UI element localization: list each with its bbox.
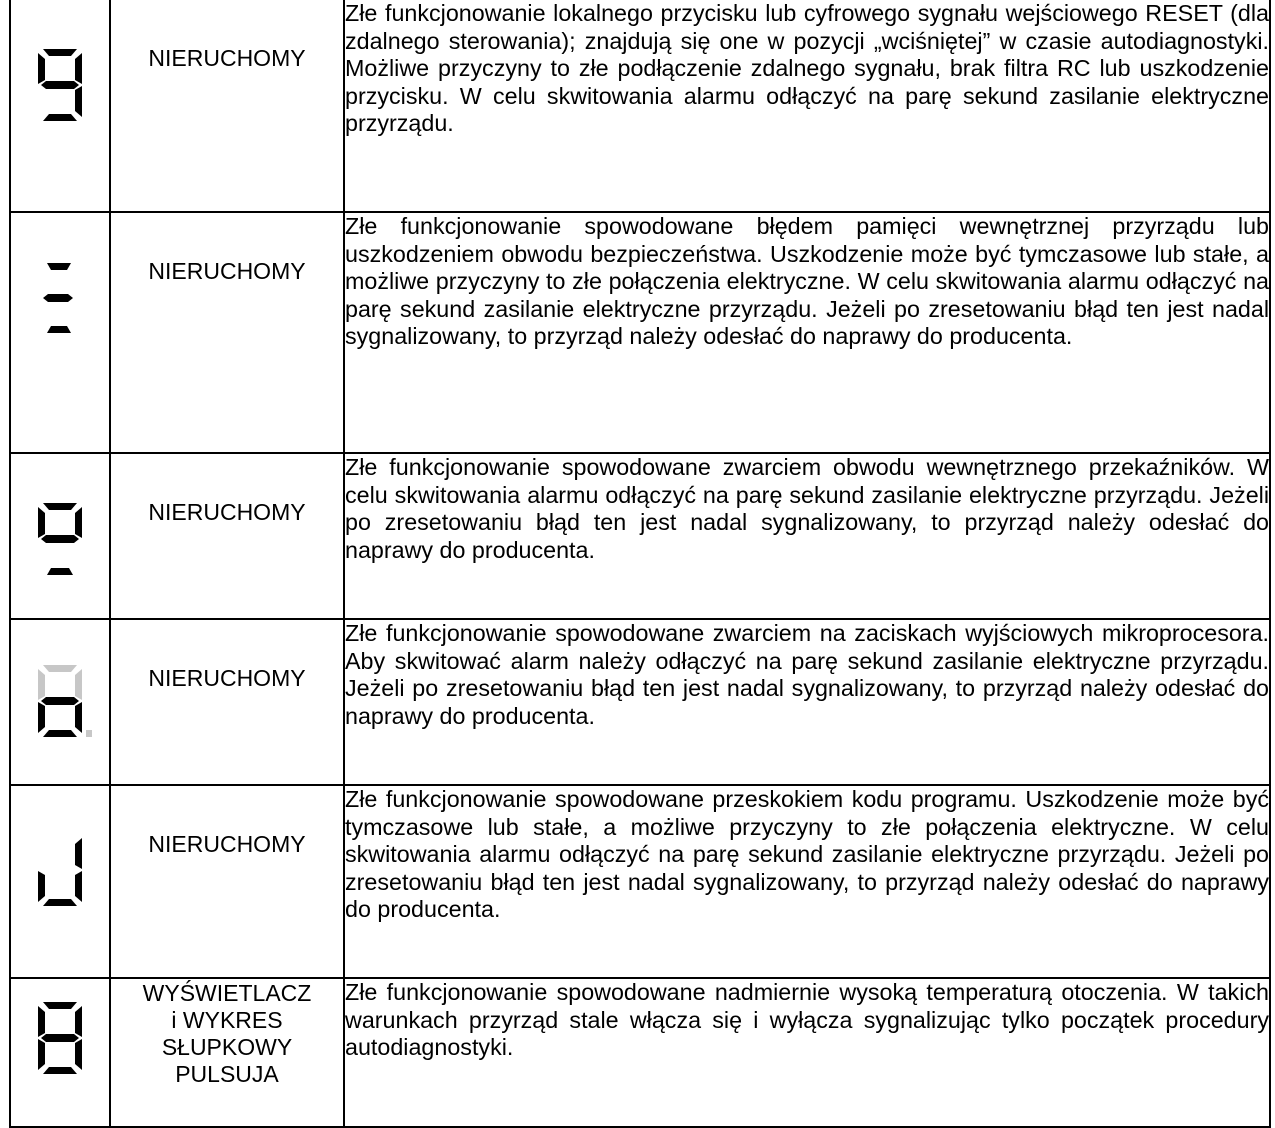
description-cell: Złe funkcjonowanie spowodowane zwarciem obwodu wewnętrznego przekaźników. W celu skwitowania alarmu odłączyć na parę sekund zasilanie elektryczne przyrządu. Jeżeli po zresetowaniu błąd ten jest nadal sygnalizowany, to przyrząd należy odesłać do naprawy do producenta. bbox=[344, 453, 1270, 619]
description-cell: Złe funkcjonowanie spowodowane zwarciem na zaciskach wyjściowych mikroprocesora. Aby skwitować alarm należy odłączyć na parę sekund zasilanie elektryczne przyrządu. Jeżeli po zresetowaniu błąd ten jest nadal sygnalizowany, to przyrząd należy odesłać do naprawy do producenta. bbox=[344, 619, 1270, 785]
table-row bbox=[10, 0, 1270, 212]
code-cell bbox=[10, 0, 110, 212]
state-line: SŁUPKOWY bbox=[161, 1034, 293, 1060]
description-cell: Złe funkcjonowanie spowodowane nadmiernie wysoką temperaturą otoczenia. W takich warunkach przyrząd stale włącza się i wyłącza sygnalizując tylko początek procedury autodiagnostyki. bbox=[344, 978, 1270, 1127]
state-line: PULSUJA bbox=[175, 1061, 279, 1087]
description-cell: Złe funkcjonowanie spowodowane błędem pamięci wewnętrznej przyrządu lub uszkodzeniem obwodu bezpieczeństwa. Uszkodzenie może być tymczasowe lub stałe, a możliwe przyczyny to złe połączenia elektryczne. W celu skwitowania alarmu odłączyć na parę sekund zasilanie elektryczne przyrządu. Jeżeli po zresetowaniu błąd ten jest nadal sygnalizowany, to przyrząd należy odesłać do naprawy do producenta. bbox=[344, 212, 1270, 453]
state-line: WYŚWIETLACZ bbox=[142, 980, 312, 1006]
table-row bbox=[10, 453, 1270, 619]
seven-segment-bars-icon bbox=[37, 262, 83, 336]
state-label: NIERUCHOMY bbox=[148, 45, 306, 71]
code-cell bbox=[10, 212, 110, 453]
state-label: NIERUCHOMY bbox=[148, 258, 306, 284]
state-line: i WYKRES bbox=[171, 1007, 283, 1033]
state-label bbox=[111, 979, 343, 1088]
seven-segment-lower-o-icon bbox=[37, 664, 83, 738]
code-cell bbox=[10, 453, 110, 619]
seven-segment-8-icon bbox=[37, 1001, 83, 1075]
description-cell: Złe funkcjonowanie lokalnego przycisku lub cyfrowego sygnału wejściowego RESET (dla zdalnego sterowania); znajdują się one w pozycji „wciśniętej” w czasie autodiagnostyki. Możliwe przyczyny to złe podłączenie zdalnego sygnału, brak filtra RC lub uszkodzenie przycisku. W celu skwitowania alarmu odłączyć na parę sekund zasilanie elektryczne przyrządu. bbox=[344, 0, 1270, 212]
table-row bbox=[10, 212, 1270, 453]
state-label: NIERUCHOMY bbox=[148, 499, 306, 525]
seven-segment-j-icon bbox=[37, 833, 83, 907]
code-cell bbox=[10, 978, 110, 1127]
table-row bbox=[10, 785, 1270, 978]
fault-code-table bbox=[9, 0, 1271, 1128]
state-cell bbox=[110, 978, 344, 1127]
state-cell bbox=[110, 0, 344, 212]
state-cell bbox=[110, 453, 344, 619]
code-cell bbox=[10, 619, 110, 785]
seven-segment-upper-loop-icon bbox=[37, 502, 83, 576]
description-cell: Złe funkcjonowanie spowodowane przeskokiem kodu programu. Uszkodzenie może być tymczasowe lub stałe, a możliwe przyczyny to złe połączenia elektryczne. W celu skwitowania alarmu odłączyć na parę sekund zasilanie elektryczne przyrządu. Jeżeli po zresetowaniu błąd ten jest nadal sygnalizowany, to przyrząd należy odesłać do naprawy do producenta. bbox=[344, 785, 1270, 978]
seven-segment-9-icon bbox=[37, 48, 83, 122]
state-label: NIERUCHOMY bbox=[148, 831, 306, 857]
state-cell bbox=[110, 785, 344, 978]
state-label: NIERUCHOMY bbox=[148, 665, 306, 691]
table-row bbox=[10, 978, 1270, 1127]
state-cell bbox=[110, 212, 344, 453]
state-cell bbox=[110, 619, 344, 785]
table-row bbox=[10, 619, 1270, 785]
code-cell bbox=[10, 785, 110, 978]
